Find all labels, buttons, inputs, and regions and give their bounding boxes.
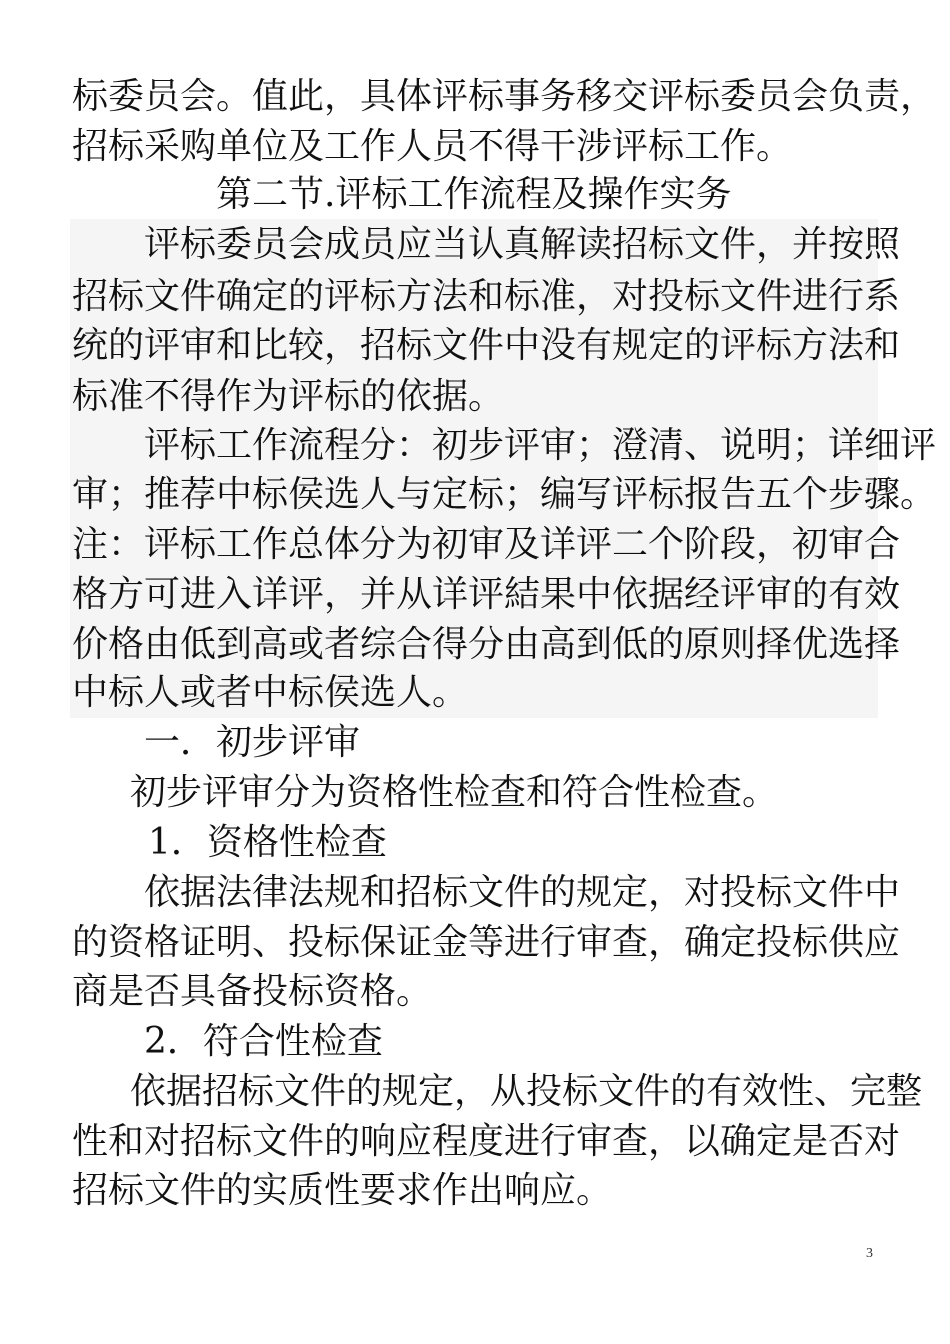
paragraph-line: 标委员会。值此，具体评标事务移交评标委员会负责， xyxy=(72,76,937,117)
paragraph-line: 注：评标工作总体分为初审及详评二个阶段，初审合 xyxy=(72,524,901,565)
paragraph-line: 标准不得作为评标的依据。 xyxy=(72,376,505,417)
paragraph-line: 统的评审和比较，招标文件中没有规定的评标方法和 xyxy=(72,325,901,366)
item-heading: 2．符合性检查 xyxy=(144,1021,383,1062)
paragraph-line: 初步评审分为资格性检查和符合性检查。 xyxy=(130,772,779,813)
paragraph-line: 评标委员会成员应当认真解读招标文件，并按照 xyxy=(144,224,901,265)
paragraph-line: 招标采购单位及工作人员不得干涉评标工作。 xyxy=(72,126,793,167)
paragraph-line: 评标工作流程分：初步评审；澄清、说明；详细评 xyxy=(144,425,937,466)
paragraph-line: 格方可进入详评，并从详评結果中依据经评审的有效 xyxy=(72,574,901,615)
paragraph-line: 的资格证明、投标保证金等进行审查，确定投标供应 xyxy=(72,922,901,963)
paragraph-line: 招标文件的实质性要求作出响应。 xyxy=(72,1170,613,1211)
page-number: 3 xyxy=(866,1246,873,1261)
item-heading: 1．资格性检查 xyxy=(148,822,387,863)
paragraph-line: 中标人或者中标侯选人。 xyxy=(72,672,469,713)
section-heading: 第二节.评标工作流程及操作实务 xyxy=(216,174,732,215)
paragraph-line: 商是否具备投标资格。 xyxy=(72,971,433,1012)
paragraph-line: 价格由低到高或者综合得分由高到低的原则择优选择 xyxy=(72,624,901,665)
subsection-heading: 一．初步评审 xyxy=(144,722,361,763)
paragraph-line: 依据招标文件的规定，从投标文件的有效性、完整 xyxy=(130,1071,923,1112)
paragraph-line: 依据法律法规和招标文件的规定，对投标文件中 xyxy=(144,872,901,913)
paragraph-line: 招标文件确定的评标方法和标准，对投标文件进行系 xyxy=(72,276,901,317)
paragraph-line: 性和对招标文件的响应程度进行审查，以确定是否对 xyxy=(72,1121,901,1162)
paragraph-line: 审；推荐中标侯选人与定标；编写评标报告五个步骤。 xyxy=(72,474,937,515)
